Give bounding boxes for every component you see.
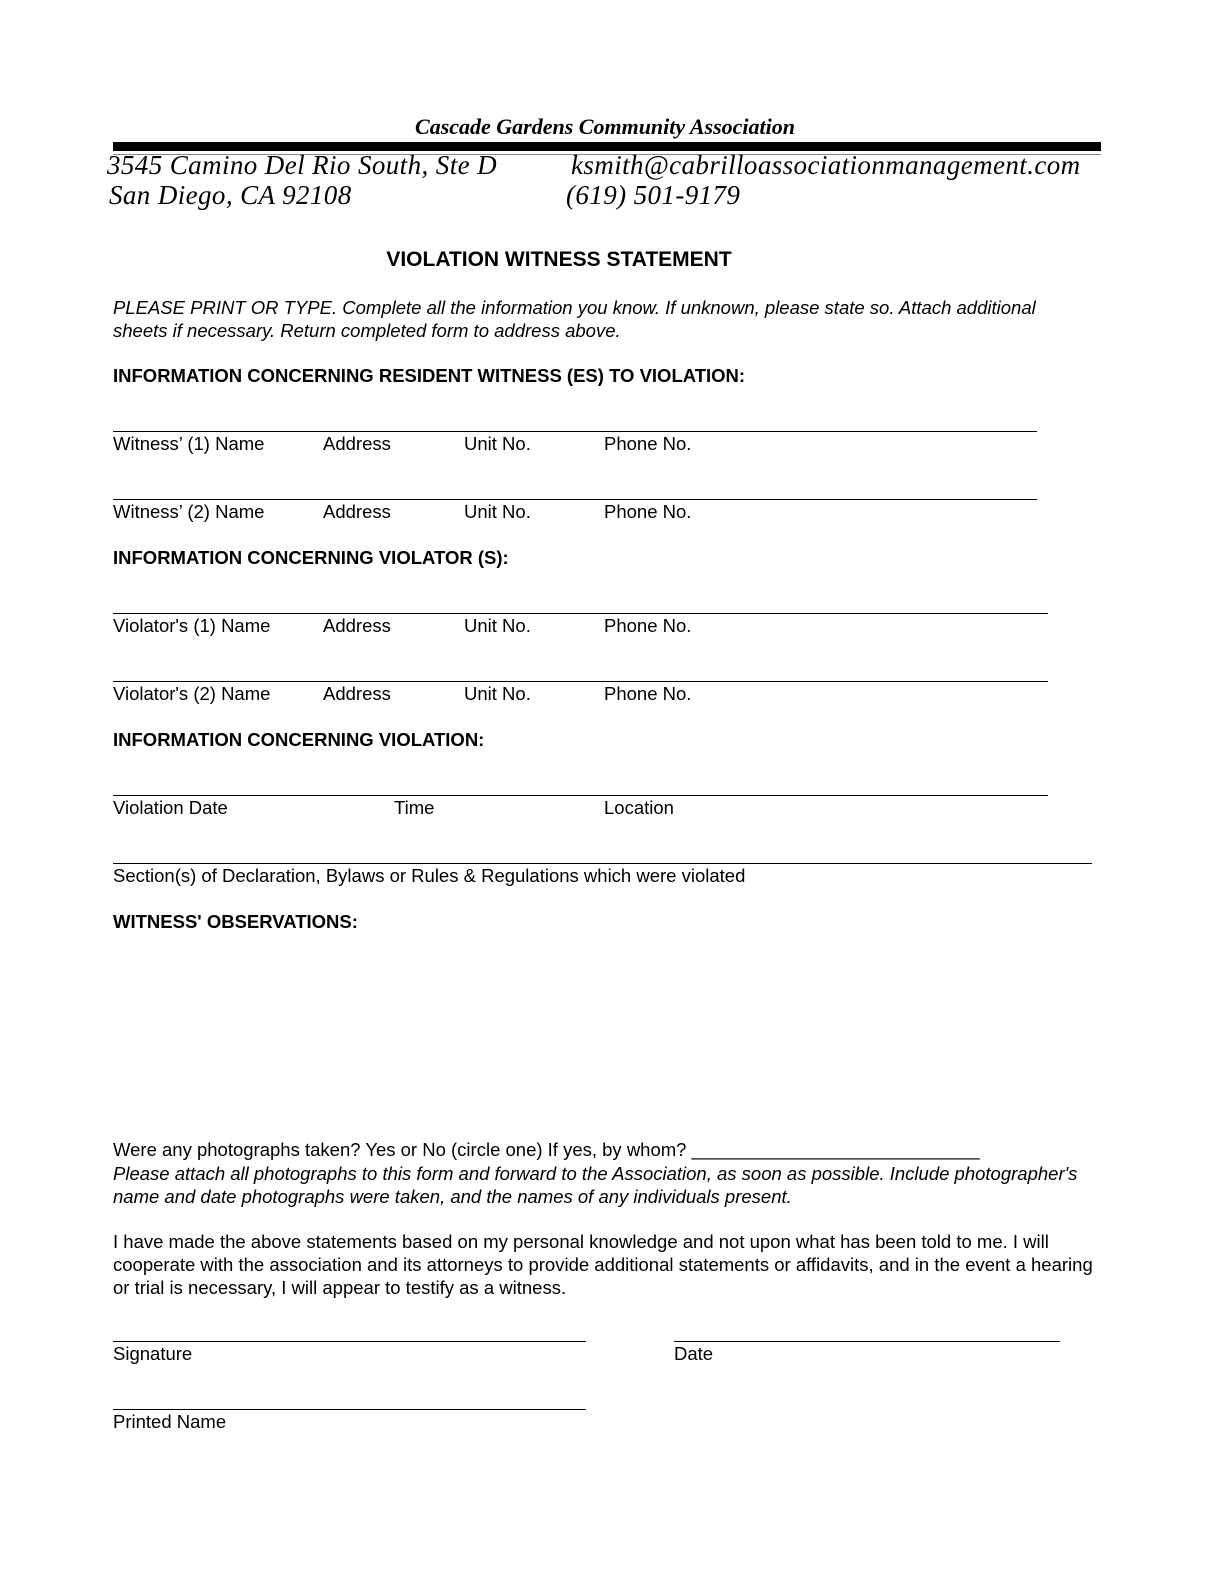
contact-phone: (619) 501-9179 bbox=[566, 180, 741, 210]
witness-1-entry-line[interactable] bbox=[113, 431, 1037, 432]
photographs-question: Were any photographs taken? Yes or No (circle one) If yes, by whom? ____________________________ bbox=[113, 1139, 980, 1160]
violation-date-label: Violation Date bbox=[113, 797, 228, 818]
witness-1-address-label: Address bbox=[323, 433, 391, 454]
witness-1-unit-label: Unit No. bbox=[464, 433, 531, 454]
witness-section-heading: INFORMATION CONCERNING RESIDENT WITNESS (ES) TO VIOLATION: bbox=[113, 365, 746, 386]
violator-2-phone-label: Phone No. bbox=[604, 683, 692, 704]
witness-2-name-label: Witness’ (2) Name bbox=[113, 501, 265, 522]
violated-sections-entry-line[interactable] bbox=[113, 863, 1092, 864]
observations-heading: WITNESS' OBSERVATIONS: bbox=[113, 911, 358, 932]
violator-2-entry-line[interactable] bbox=[113, 681, 1048, 682]
signature-label: Signature bbox=[113, 1343, 193, 1364]
date-line[interactable] bbox=[674, 1341, 1060, 1342]
contact-email: ksmith@cabrilloassociationmanagement.com bbox=[571, 150, 1081, 180]
violation-time-label: Time bbox=[394, 797, 435, 818]
address-line-1: 3545 Camino Del Rio South, Ste D bbox=[107, 150, 498, 180]
date-label: Date bbox=[674, 1343, 714, 1364]
printed-name-line[interactable] bbox=[113, 1409, 586, 1410]
violated-sections-label: Section(s) of Declaration, Bylaws or Rules & Regulations which were violated bbox=[113, 865, 746, 886]
violator-2-address-label: Address bbox=[323, 683, 391, 704]
form-title: VIOLATION WITNESS STATEMENT bbox=[386, 248, 732, 271]
witness-2-entry-line[interactable] bbox=[113, 499, 1037, 500]
address-line-2: San Diego, CA 92108 bbox=[109, 180, 352, 210]
photographs-instructions: Please attach all photographs to this form and forward to the Association, as soon as possible. Include photographer's name and date photographs were taken, and the names of any individuals present. bbox=[113, 1163, 1078, 1207]
form-instructions: PLEASE PRINT OR TYPE. Complete all the information you know. If unknown, please state so. Attach additional sheets if necessary. Return completed form to address above. bbox=[113, 297, 1036, 341]
violator-1-entry-line[interactable] bbox=[113, 613, 1048, 614]
witness-2-phone-label: Phone No. bbox=[604, 501, 692, 522]
witness-1-phone-label: Phone No. bbox=[604, 433, 692, 454]
violator-2-name-label: Violator's (2) Name bbox=[113, 683, 271, 704]
association-name: Cascade Gardens Community Association bbox=[415, 114, 795, 139]
witness-2-address-label: Address bbox=[323, 501, 391, 522]
violator-1-name-label: Violator's (1) Name bbox=[113, 615, 271, 636]
violator-2-unit-label: Unit No. bbox=[464, 683, 531, 704]
observations-area[interactable] bbox=[113, 940, 1093, 1130]
violator-1-phone-label: Phone No. bbox=[604, 615, 692, 636]
violator-section-heading: INFORMATION CONCERNING VIOLATOR (S): bbox=[113, 547, 509, 568]
witness-2-unit-label: Unit No. bbox=[464, 501, 531, 522]
violator-1-address-label: Address bbox=[323, 615, 391, 636]
signature-line[interactable] bbox=[113, 1341, 586, 1342]
violation-section-heading: INFORMATION CONCERNING VIOLATION: bbox=[113, 729, 485, 750]
violator-1-unit-label: Unit No. bbox=[464, 615, 531, 636]
printed-name-label: Printed Name bbox=[113, 1411, 227, 1432]
witness-1-name-label: Witness’ (1) Name bbox=[113, 433, 265, 454]
violation-location-label: Location bbox=[604, 797, 674, 818]
violation-details-entry-line[interactable] bbox=[113, 795, 1048, 796]
declaration-statement: I have made the above statements based on my personal knowledge and not upon what has been told to me. I will cooperate with the association and its attorneys to provide additional statements or affidavits, and in the event a hearing or trial is necessary, I will appear to testify as a witness. bbox=[113, 1231, 1093, 1298]
